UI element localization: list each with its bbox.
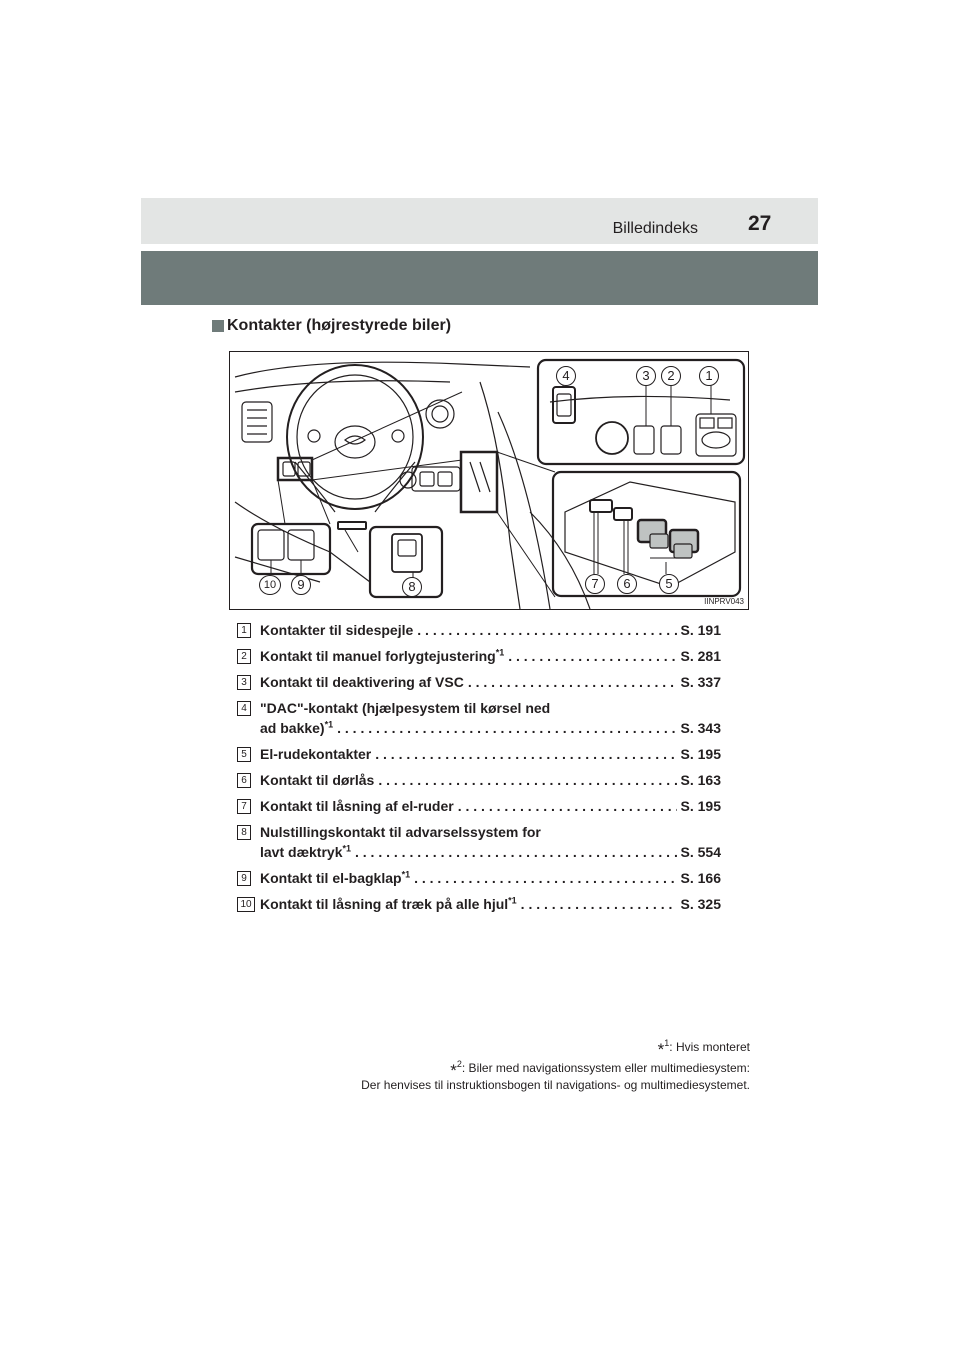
callout-7: 7 — [585, 574, 605, 594]
footnote-2: *$^2$: Biler med navigationssystem eller multimediesystem: — [450, 1059, 750, 1080]
callout-8: 8 — [402, 577, 422, 597]
item-footnote-mark: *1 — [324, 719, 334, 730]
dashboard-drawing — [230, 352, 748, 609]
item-page-ref[interactable]: S. 554 — [680, 844, 721, 860]
title-bar — [141, 251, 818, 305]
item-number: 3 — [237, 675, 251, 690]
heading-square-icon — [212, 320, 224, 332]
item-footnote-mark: *1 — [401, 869, 411, 880]
item-page-ref[interactable]: S. 337 — [680, 674, 721, 690]
section-heading — [212, 316, 451, 336]
section-name: Billedindeks — [612, 220, 698, 237]
callout-9: 9 — [291, 575, 311, 595]
item-footnote-mark: *1 — [495, 647, 505, 658]
dashboard-illustration — [229, 351, 749, 610]
item-label-line1: "DAC"-kontakt (hjælpesystem til kørsel ned — [260, 700, 551, 716]
callout-2: 2 — [661, 366, 681, 386]
footnote-1: *$^1$: Hvis monteret — [657, 1038, 750, 1059]
item-label: Kontakt til dørlås — [260, 772, 375, 788]
callout-5: 5 — [659, 574, 679, 594]
item-number: 4 — [237, 701, 251, 716]
list-item — [237, 622, 721, 638]
header-band — [141, 198, 818, 244]
page-number: 27 — [748, 212, 772, 235]
callout-4: 4 — [556, 366, 576, 386]
list-item — [237, 824, 721, 860]
item-label: Kontakt til el-bagklap — [260, 870, 402, 886]
item-label: ad bakke) — [260, 720, 325, 736]
list-item — [237, 700, 721, 736]
list-item — [237, 746, 721, 762]
item-page-ref[interactable]: S. 166 — [680, 870, 721, 886]
footnotes — [361, 1040, 750, 1093]
callout-6: 6 — [617, 574, 637, 594]
item-list — [237, 622, 721, 922]
item-page-ref[interactable]: S. 281 — [680, 648, 721, 664]
callout-10: 10 — [259, 575, 281, 595]
item-footnote-mark: *1 — [342, 843, 351, 854]
callout-1: 1 — [699, 366, 719, 386]
item-page-ref[interactable]: S. 163 — [680, 772, 721, 788]
item-number: 6 — [237, 773, 251, 788]
item-page-ref[interactable]: S. 195 — [680, 798, 721, 814]
item-number: 1 — [237, 623, 251, 638]
item-label: Kontakt til låsning af el-ruder — [260, 798, 454, 814]
item-label-line1: Nulstillingskontakt til advarselssystem for — [260, 824, 541, 840]
callout-3: 3 — [636, 366, 656, 386]
list-item — [237, 870, 721, 886]
figure-code: IINPRV043 — [704, 597, 744, 606]
item-page-ref[interactable]: S. 191 — [680, 622, 721, 638]
list-item — [237, 896, 721, 912]
item-page-ref[interactable]: S. 195 — [680, 746, 721, 762]
item-page-ref[interactable]: S. 325 — [680, 896, 721, 912]
item-number: 8 — [237, 825, 251, 840]
item-label: Kontakter til sidespejle — [260, 622, 414, 638]
item-number: 10 — [237, 897, 255, 912]
item-number: 2 — [237, 649, 251, 664]
item-number: 7 — [237, 799, 251, 814]
item-label: Kontakt til deaktivering af VSC — [260, 674, 464, 690]
list-item — [237, 772, 721, 788]
item-label: lavt dæktryk — [260, 844, 343, 860]
item-number: 9 — [237, 871, 251, 886]
item-number: 5 — [237, 747, 251, 762]
item-label: Kontakt til låsning af træk på alle hjul — [260, 896, 509, 912]
item-page-ref[interactable]: S. 343 — [680, 720, 721, 736]
list-item — [237, 674, 721, 690]
item-label: Kontakt til manuel forlygtejustering — [260, 648, 496, 664]
heading-text: Kontakter (højrestyrede biler) — [227, 317, 452, 334]
footnote-2-line2: Der henvises til instruktionsbogen til navigations- og multimediesystemet. — [361, 1078, 750, 1092]
item-label: El-rudekontakter — [260, 746, 372, 762]
list-item — [237, 648, 721, 664]
item-footnote-mark: *1 — [508, 895, 517, 906]
list-item — [237, 798, 721, 814]
